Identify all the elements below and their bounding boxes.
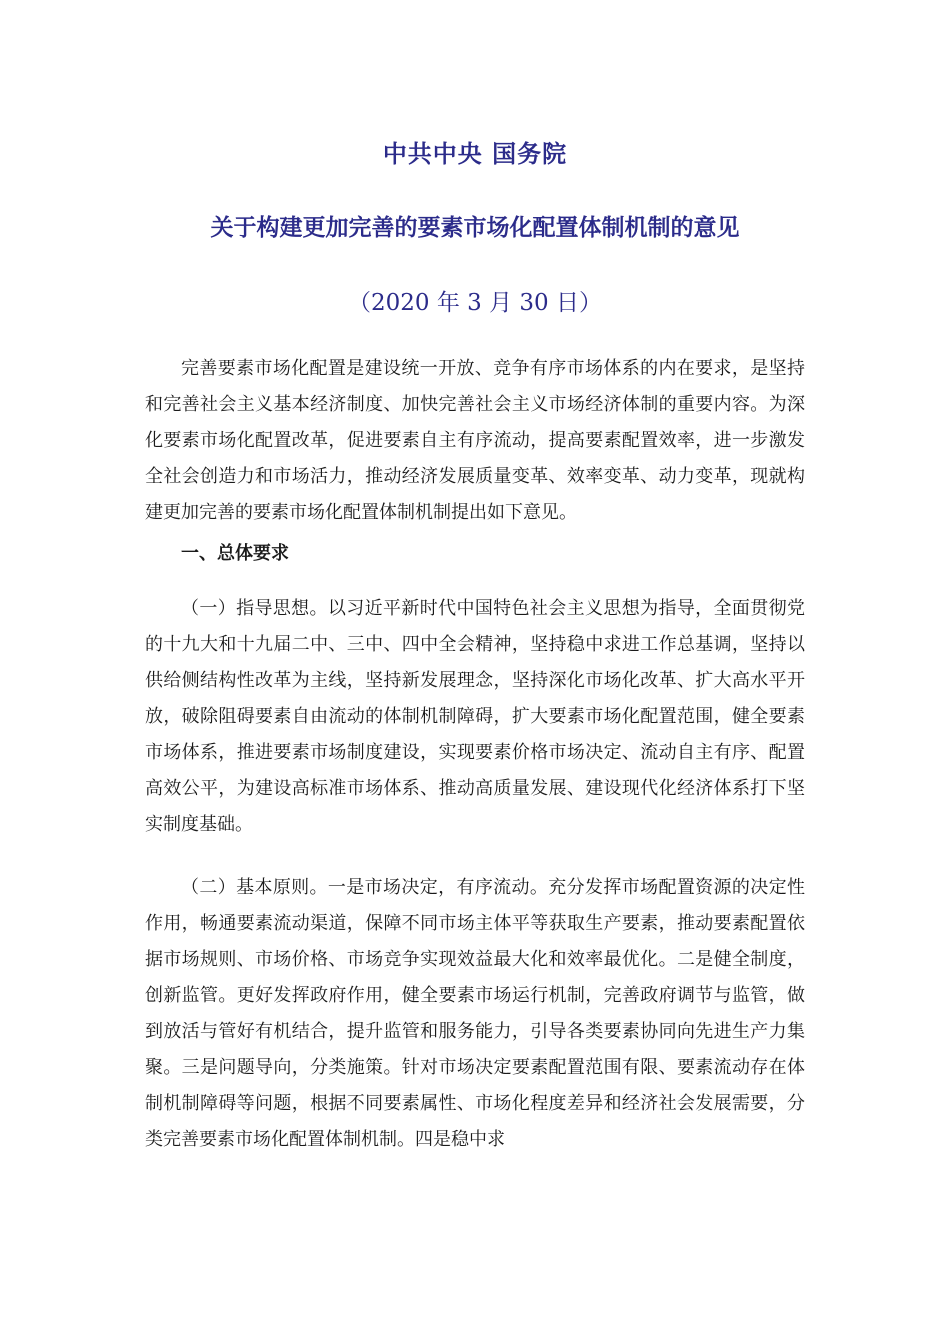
paragraph-intro: 完善要素市场化配置是建设统一开放、竞争有序市场体系的内在要求，是坚持和完善社会主义基本经济制度、加快完善社会主义市场经济体制的重要内容。为深化要素市场化配置改革，促进要素自主有序流动，提高要素配置效率，进一步激发全社会创造力和市场活力，推动经济发展质量变革、效率变革、动力变革，现就构建更加完善的要素市场化配置体制机制提出如下意见。 [145, 358, 805, 523]
document-title: 关于构建更加完善的要素市场化配置体制机制的意见 [210, 215, 740, 241]
section-heading: 一、总体要求 [181, 543, 289, 564]
paragraph-guiding-ideology: （一）指导思想。以习近平新时代中国特色社会主义思想为指导，全面贯彻党的十九大和十九届二中、三中、四中全会精神，坚持稳中求进工作总基调，坚持以供给侧结构性改革为主线，坚持新发展理念，坚持深化市场化改革、扩大高水平开放，破除阻碍要素自由流动的体制机制障碍，扩大要素市场化配置范围，健全要素市场体系，推进要素市场制度建设，实现要素价格市场决定、流动自主有序、配置高效公平，为建设高标准市场体系、推动高质量发展、建设现代化经济体系打下坚实制度基础。 [145, 598, 805, 835]
paragraph-basic-principles: （二）基本原则。一是市场决定，有序流动。充分发挥市场配置资源的决定性作用，畅通要素流动渠道，保障不同市场主体平等获取生产要素，推动要素配置依据市场规则、市场价格、市场竞争实现效益最大化和效率最优化。二是健全制度，创新监管。更好发挥政府作用，健全要素市场运行机制，完善政府调节与监管，做到放活与管好有机结合，提升监管和服务能力，引导各类要素协同向先进生产力集聚。三是问题导向，分类施策。针对市场决定要素配置范围有限、要素流动存在体制机制障碍等问题，根据不同要素属性、市场化程度差异和经济社会发展需要，分类完善要素市场化配置体制机制。四是稳中求 [145, 877, 805, 1150]
document-title-issuer: 中共中央 国务院 [382, 140, 568, 168]
document-date: （2020 年 3 月 30 日） [348, 290, 602, 316]
